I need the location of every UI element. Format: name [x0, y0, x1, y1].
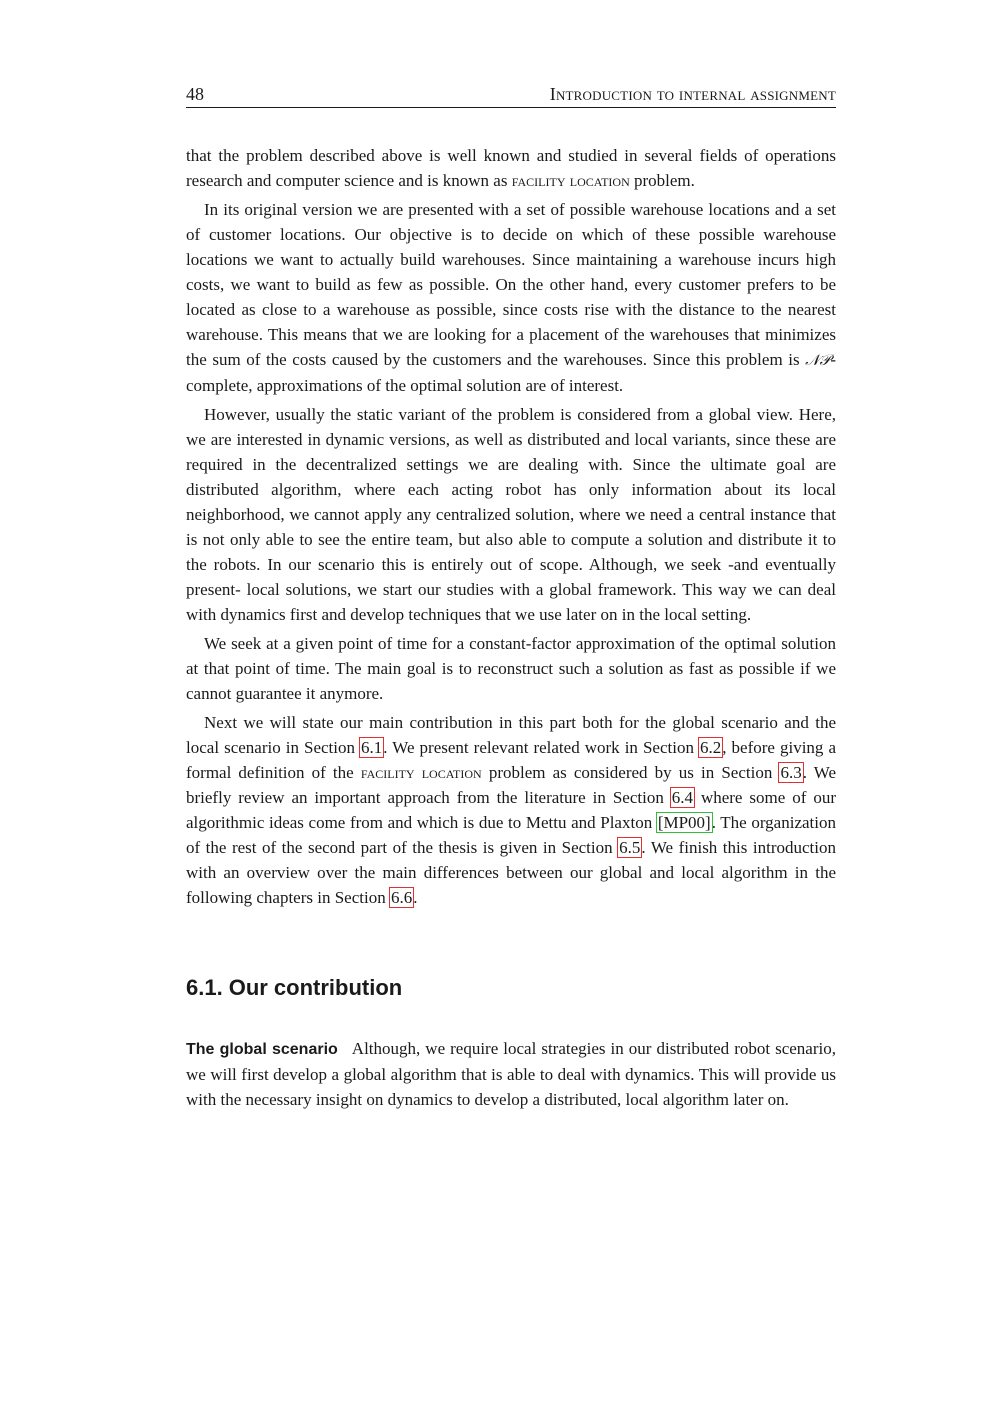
paragraph-5-text: where some of our algorithmic ideas come from and which is due to Mettu and Plaxton — [186, 788, 836, 832]
paragraph-heading: The global scenario — [186, 1041, 338, 1058]
paragraph-5-text: , before giving a formal definition of the — [186, 738, 837, 782]
paragraph-1 — [186, 143, 836, 193]
paragraph-1-text-a: that the problem described above is well known and studied in several fields of operations research and computer science and is known as — [186, 146, 836, 190]
paragraph-5-text: Next we will state our main contribution in this part both for the global scenario and the local scenario in Section — [186, 713, 836, 757]
page-number: 48 — [186, 84, 204, 104]
paragraph-1-text-b: problem. — [629, 171, 695, 190]
facility-location-term: facility location — [360, 763, 482, 782]
body-text — [186, 143, 836, 1112]
paragraph-5-text: problem as considered by us in Section — [481, 763, 780, 782]
facility-location-term: facility location — [511, 171, 630, 190]
global-scenario-text: Although, we require local strategies in our distributed robot scenario, we will first develop a global algorithm that is able to deal with dynamics. This will provide us with the necessary insight on dynamics to develop a distributed, local algorithm later on. — [186, 1039, 836, 1109]
paragraph-3: However, usually the static variant of the problem is considered from a global view. Here, we are interested in dynamic versions, as well as distributed and local variants, since these are required in the decentralized settings we are dealing with. Since the ultimate goal are distributed algorithm, where each acting robot has only information about its local neighborhood, we cannot apply any centralized solution, where we need a central instance that is not only able to see the entire team, but also able to compute a solution and distribute it to the robots. In our scenario this is entirely out of scope. Although, we seek -and eventually present- local solutions, we start our studies with a global framework. This way we can deal with dynamics first and develop techniques that we use later on in the local setting. — [186, 405, 836, 624]
section-heading — [186, 974, 836, 1002]
paragraph-5-text: . We finish this introduction with an overview over the main differences between our global and local algorithm in the following chapters in Section — [186, 838, 836, 907]
section-ref-6-4[interactable]: 6.4 — [671, 788, 694, 807]
paragraph-5-text: . We present relevant related work in Section — [383, 738, 699, 757]
section-number: 6.1. — [186, 975, 223, 1000]
section-ref-6-3[interactable]: 6.3 — [780, 763, 802, 782]
paragraph-5-text: . We briefly review an important approach from the literature in Section — [186, 763, 837, 807]
paragraph-4: We seek at a given point of time for a constant-factor approximation of the optimal solution at that point of time. The main goal is to reconstruct such a solution as fast as possible if we cannot guarantee it anymore. — [186, 634, 836, 703]
np-symbol: 𝒩𝒫 — [805, 351, 831, 369]
section-ref-6-2[interactable]: 6.2 — [700, 738, 722, 757]
paragraph-2-text-b: -complete, approximations of the optimal solution are of interest. — [186, 350, 836, 395]
section-ref-6-5[interactable]: 6.5 — [619, 838, 641, 857]
paragraph-2-text-a: In its original version we are presented with a set of possible warehouse locations and a set of customer locations. Our objective is to decide on which of these possible warehouse locations we want to actually build warehouses. Since maintaining a warehouse incurs high costs, we want to build as few as possible. On the other hand, every customer prefers to be located as close to a warehouse as possible, since costs rise with the distance to the nearest warehouse. This means that we are looking for a placement of the warehouses that minimizes the sum of the costs caused by the customers and the warehouses. Since this problem is — [186, 200, 836, 369]
paragraph-2 — [186, 197, 836, 398]
citation-mp00[interactable]: [MP00] — [657, 813, 711, 832]
global-scenario-paragraph — [186, 1036, 836, 1112]
running-header — [186, 82, 836, 108]
section-title: Our contribution — [228, 975, 403, 1000]
section-ref-6-6[interactable]: 6.6 — [390, 888, 413, 907]
paragraph-5-text: . The organization of the rest of the second part of the thesis is given in Section — [186, 813, 836, 857]
page — [186, 82, 836, 1116]
section-ref-6-1[interactable]: 6.1 — [361, 738, 383, 757]
paragraph-5-text: . — [413, 888, 418, 907]
paragraph-5 — [186, 710, 836, 910]
running-title: Introduction to internal assignment — [549, 84, 836, 104]
